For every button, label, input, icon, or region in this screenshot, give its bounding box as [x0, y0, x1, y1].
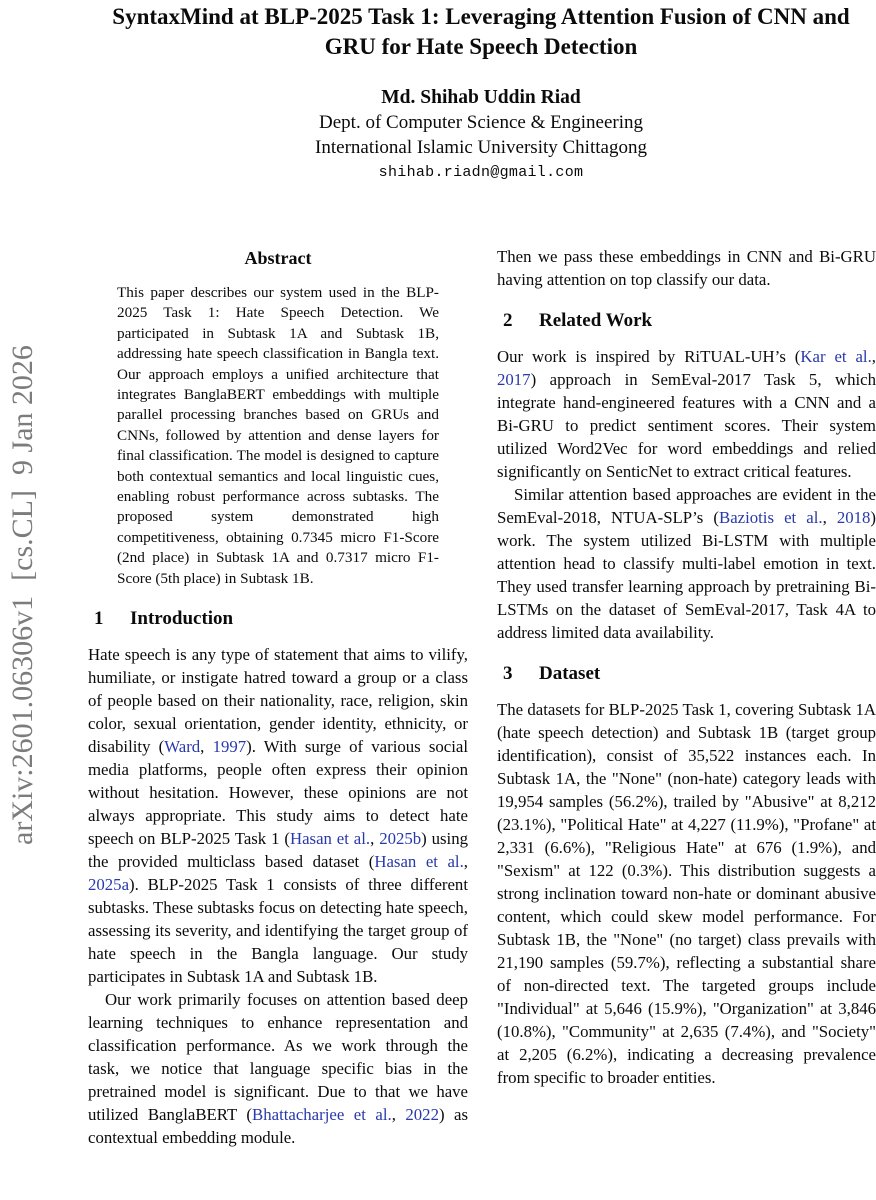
author-email: shihab.riadn@gmail.com — [378, 164, 584, 181]
citation-link[interactable]: Bhattacharjee et al. — [252, 1105, 392, 1125]
introduction-continuation-paragraph: Then we pass these embeddings in CNN and Bi-GRU having attention on top classify our data. — [497, 247, 876, 289]
dataset-paragraph: The datasets for BLP-2025 Task 1, covering Subtask 1A (hate speech detection) and Subtask 1B (target group identification), consist of 35,522 instances each. In Subtask 1A, the "None" (non-hate) category leads with 19,954 samples (56.2%), trailed by "Abusive" at 8,212 (23.1%), "Political Hate" at 4,227 (11.9%), "Profane" at 2,331 (6.6%), "Religious Hate" at 676 (1.9%), and "Sexism" at 122 (0.3%). This distribution suggests a strong inclination toward non-hate or dominant abusive content, which could skew model performance. For Subtask 1B, the "None" (no target) class prevails with 21,190 samples (59.7%), reflecting a substantial share of non-directed text. The targeted groups include "Individual" at 5,646 (15.9%), "Organization" at 3,846 (10.8%), "Community" at 2,635 (7.4%), and "Society" at 2,205 (6.2%), indicating a decreasing prevalence from specific to broader entities. — [497, 700, 876, 1087]
abstract-heading: Abstract — [244, 248, 312, 268]
citation-link[interactable]: Ward — [164, 737, 201, 757]
paper-title — [88, 2, 874, 62]
author-university: International Islamic University Chittagong — [315, 137, 647, 158]
citation-link[interactable]: Baziotis et al. — [719, 508, 823, 527]
author-name: Md. Shihab Uddin Riad — [381, 87, 581, 108]
section-heading-related-work — [497, 309, 876, 332]
citation-link[interactable]: 2022 — [405, 1105, 439, 1125]
left-column — [88, 245, 468, 1149]
paper-title-line-2: GRU for Hate Speech Detection — [324, 34, 638, 59]
right-column — [497, 245, 876, 1089]
introduction-paragraph-2: Our work primarily focuses on attention based deep learning techniques to enhance representation and classification performance. As we work through the task, we notice that language specific bias in the pretrained model is significant. Due to that we have utilized BanglaBERT (Bhattacharjee et al., 2022) as contextual embedding module. — [88, 990, 469, 1148]
abstract-body: This paper describes our system used in the BLP-2025 Task 1: Hate Speech Detection. We participated in Subtask 1A and Subtask 1B, addressing hate speech classification in Bangla text. Our approach employs a unified architecture that integrates BanglaBERT embeddings with multiple parallel processing branches based on GRUs and CNNs, followed by attention and dense layers for final classification. The model is designed to capture both contextual semantics and local linguistic cues, enabling robust performance across subtasks. The proposed system demonstrated high competitiveness, obtaining 0.7345 micro F1-Score (2nd place) in Subtask 1A and 0.7317 micro F1-Score (5th place) in Subtask 1B. — [117, 284, 439, 587]
section-title: Dataset — [539, 663, 601, 684]
section-heading-introduction — [88, 607, 468, 630]
citation-link[interactable]: 1997 — [212, 737, 247, 757]
section-number: 1 — [94, 608, 104, 630]
section-title: Related Work — [539, 310, 653, 331]
introduction-paragraph-1: Hate speech is any type of statement that aims to vilify, humiliate, or instigate hatred toward a group or a class of people based on their nationality, race, religion, skin color, sexual orientation, gender identity, ethnicity, or disability (Ward, 1997). With surge of various social media platforms, people often express their opinion without hesitation. However, these opinions are not always appropriate. This study aims to detect hate speech on BLP-2025 Task 1 (Hasan et al., 2025b) using the provided multiclass based dataset (Hasan et al., 2025a). BLP-2025 Task 1 consists of three different subtasks. These subtasks focus on detecting hate speech, assessing its severity, and identifying the target group of hate speech in the Bangla language. Our study participates in Subtask 1A and Subtask 1B. — [88, 645, 469, 987]
paper-header — [88, 2, 874, 185]
related-work-paragraph-2: Similar attention based approaches are evident in the SemEval-2018, NTUA-SLP’s (Baziotis et al., 2018) work. The system utilized Bi-LSTM with multiple attention head to classify multi-label emotion in text. They used transfer learning approach by pretraining Bi-LSTMs on the dataset of SemEval-2017, Task 4A to address limited data availability. — [497, 485, 876, 642]
citation-link[interactable]: Hasan et al. — [289, 829, 371, 849]
citation-link[interactable]: 2017 — [497, 370, 531, 389]
citation-link[interactable]: Hasan et al. — [374, 852, 464, 872]
author-department: Dept. of Computer Science & Engineering — [319, 112, 643, 133]
citation-link[interactable]: 2025a — [88, 875, 130, 895]
section-heading-dataset — [497, 662, 876, 685]
arxiv-watermark: arXiv:2601.06306v1 [cs.CL] 9 Jan 2026 — [6, 345, 39, 846]
paper-title-line-1: SyntaxMind at BLP-2025 Task 1: Leveraging Attention Fusion of CNN and — [112, 4, 850, 29]
section-title: Introduction — [130, 608, 234, 630]
citation-link[interactable]: Kar et al. — [800, 347, 872, 366]
citation-link[interactable]: 2025b — [379, 829, 422, 849]
related-work-paragraph-1: Our work is inspired by RiTUAL-UH’s (Kar et al., 2017) approach in SemEval-2017 Task 5, which integrate hand-engineered features with a CNN and a Bi-GRU to predict sentiment scores. Their system utilized Word2Vec for word embeddings and relied significantly on SenticNet to extract critical features. — [497, 347, 876, 481]
section-number: 2 — [503, 310, 513, 331]
section-number: 3 — [503, 663, 513, 684]
citation-link[interactable]: 2018 — [836, 508, 871, 527]
